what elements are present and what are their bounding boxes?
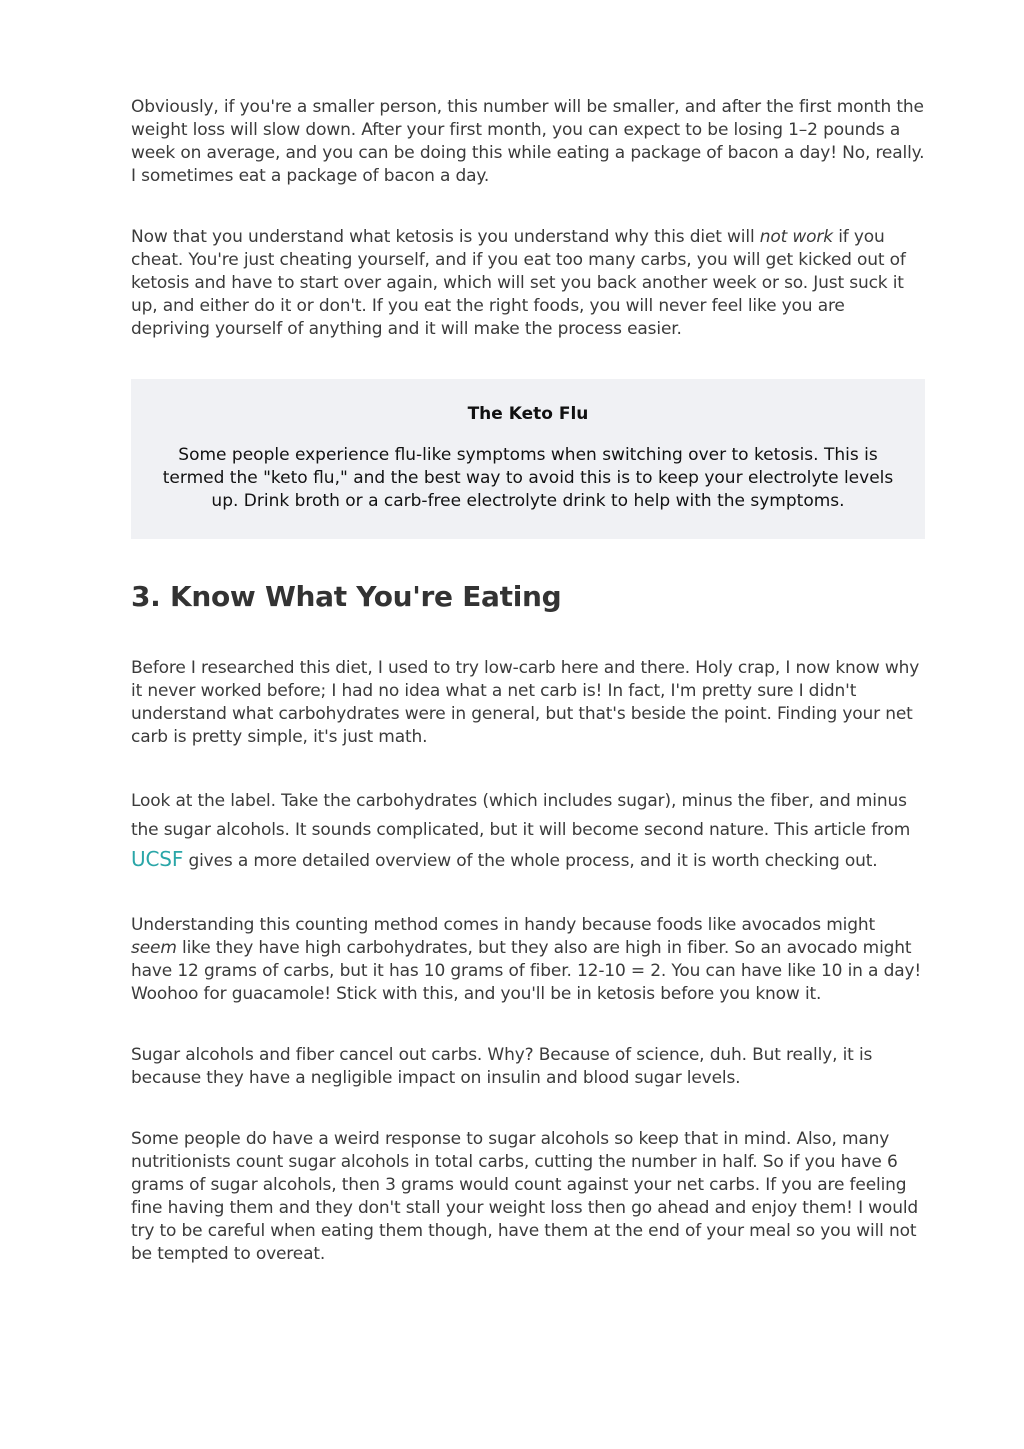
emphasis-text: not work (759, 227, 833, 247)
paragraph-ketosis-cheat (131, 226, 925, 341)
section-know-what-youre-eating (131, 579, 925, 1266)
paragraph-label-math (131, 787, 925, 876)
text-segment: Understanding this counting method comes in handy because foods like avocados might (131, 915, 875, 935)
text-segment: gives a more detailed overview of the whole process, and it is worth checking out. (183, 851, 878, 871)
text-segment: like they have high carbohydrates, but they also are high in fiber. So an avocado might have 12 grams of carbs, but it has 10 grams of fiber. 12-10 = 2. You can have like 10 in a day! Woohoo for guacamole! Stick with this, and you'll be in ketosis before you know it. (131, 938, 922, 1004)
paragraph-weight-loss: Obviously, if you're a smaller person, this number will be smaller, and after the first month the weight loss will slow down. After your first month, you can expect to be losing 1–2 pounds a week on average, and you can be doing this while eating a package of bacon a day! No, really. I sometimes eat a package of bacon a day. (131, 97, 925, 186)
keto-flu-callout (131, 379, 925, 539)
text-segment: if you cheat. You're just cheating yourself, and if you eat too many carbs, you will get kicked out of ketosis and have to start over again, which will set you back another week or so. Just suck it up, and either do it or don't. If you eat the right foods, you will never feel like you are depriving yourself of anything and it will make the process easier. (131, 227, 906, 339)
text-segment: Look at the label. Take the carbohydrates (which includes sugar), minus the fiber, and minus the sugar alcohols. It sounds complicated, but it will become second nature. This article from (131, 791, 911, 840)
article-body (131, 96, 925, 1266)
paragraph-net-carb-intro: Before I researched this diet, I used to try low-carb here and there. Holy crap, I now know why it never worked before; I had no idea what a net carb is! In fact, I'm pretty sure I didn't understand what carbohydrates were in general, but that's beside the point. Finding your net carb is pretty simple, it's just math. (131, 658, 920, 747)
callout-title: The Keto Flu (467, 404, 589, 424)
section-heading: 3. Know What You're Eating (131, 580, 562, 613)
paragraph-sugar-alcohols-response: Some people do have a weird response to sugar alcohols so keep that in mind. Also, many nutritionists count sugar alcohols in total carbs, cutting the number in half. So if you have 6 grams of sugar alcohols, then 3 grams would count against your net carbs. If you are feeling fine having them and they don't stall your weight loss then go ahead and enjoy them! I would try to be careful when eating them though, have them at the end of your meal so you will not be tempted to overeat. (131, 1129, 919, 1264)
ucsf-link[interactable]: UCSF (131, 847, 184, 871)
callout-body: Some people experience flu-like symptoms when switching over to ketosis. This is termed the "keto flu," and the best way to avoid this is to keep your electrolyte levels up. Drink broth or a carb-free electrolyte drink to help with the symptoms. (162, 445, 894, 511)
emphasis-text: seem (131, 938, 177, 958)
paragraph-avocado (131, 914, 925, 1006)
paragraph-sugar-alcohols: Sugar alcohols and fiber cancel out carbs. Why? Because of science, duh. But really, it is because they have a negligible impact on insulin and blood sugar levels. (131, 1045, 873, 1088)
text-segment: Now that you understand what ketosis is you understand why this diet will (131, 227, 760, 247)
